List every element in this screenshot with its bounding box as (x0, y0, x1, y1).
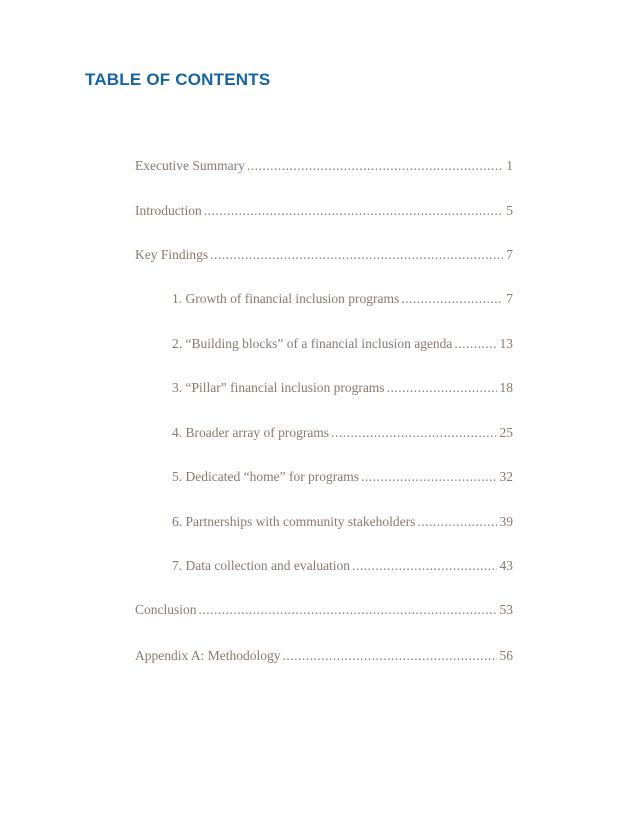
dot-leader (210, 246, 503, 264)
toc-entry-label: Executive Summary (135, 158, 245, 173)
toc-entry-finding-5[interactable] (172, 468, 513, 486)
toc-entry-label: 1. Growth of financial inclusion programs (172, 291, 400, 306)
toc-entry-label: 5. Dedicated “home” for programs (172, 469, 360, 484)
toc-entry-label: 7. Data collection and evaluation (172, 558, 351, 573)
dot-leader (417, 513, 496, 531)
dot-leader (454, 335, 496, 353)
dot-leader (387, 379, 497, 397)
dot-leader (204, 202, 504, 220)
toc-page-number: 53 (499, 602, 513, 617)
toc-entry-appendix-a[interactable] (135, 647, 513, 665)
toc-entry-label: Introduction (135, 203, 202, 218)
toc-entry-introduction[interactable] (135, 202, 513, 220)
dot-leader (352, 557, 496, 575)
dot-leader (361, 468, 496, 486)
dot-leader (247, 157, 503, 175)
toc-entry-label: Conclusion (135, 602, 197, 617)
dot-leader (199, 601, 497, 619)
toc-page-number: 39 (499, 514, 513, 529)
toc-page-number: 7 (506, 291, 513, 306)
page-title: TABLE OF CONTENTS (85, 70, 271, 89)
toc-page-number: 18 (499, 380, 513, 395)
toc-page-number: 1 (506, 158, 513, 173)
toc-entry-finding-1[interactable] (172, 290, 513, 308)
toc-page-number: 25 (499, 425, 513, 440)
toc-page-number: 7 (506, 247, 513, 262)
toc-entry-conclusion[interactable] (135, 601, 513, 619)
toc-page-number: 56 (499, 648, 513, 663)
toc-entry-label: Appendix A: Methodology (135, 648, 281, 663)
toc-page-number: 5 (506, 203, 513, 218)
toc-entry-finding-4[interactable] (172, 424, 513, 442)
toc-entry-finding-6[interactable] (172, 513, 513, 531)
toc-entry-label: 6. Partnerships with community stakeholders (172, 514, 416, 529)
toc-entry-label: 3. “Pillar” financial inclusion programs (172, 380, 385, 395)
toc-entry-executive-summary[interactable] (135, 157, 513, 175)
toc-entry-finding-2[interactable] (172, 335, 513, 353)
dot-leader (331, 424, 496, 442)
toc-entry-label: Key Findings (135, 247, 209, 262)
toc-page-number: 13 (499, 336, 513, 351)
toc-page-number: 32 (499, 469, 513, 484)
dot-leader (283, 647, 497, 665)
toc-page-number: 43 (499, 558, 513, 573)
toc-entry-finding-7[interactable] (172, 557, 513, 575)
toc-entry-finding-3[interactable] (172, 379, 513, 397)
toc-entry-key-findings[interactable] (135, 246, 513, 264)
dot-leader (401, 290, 503, 308)
toc-entry-label: 2. “Building blocks” of a financial inclusion agenda (172, 336, 453, 351)
toc-entry-label: 4. Broader array of programs (172, 425, 330, 440)
